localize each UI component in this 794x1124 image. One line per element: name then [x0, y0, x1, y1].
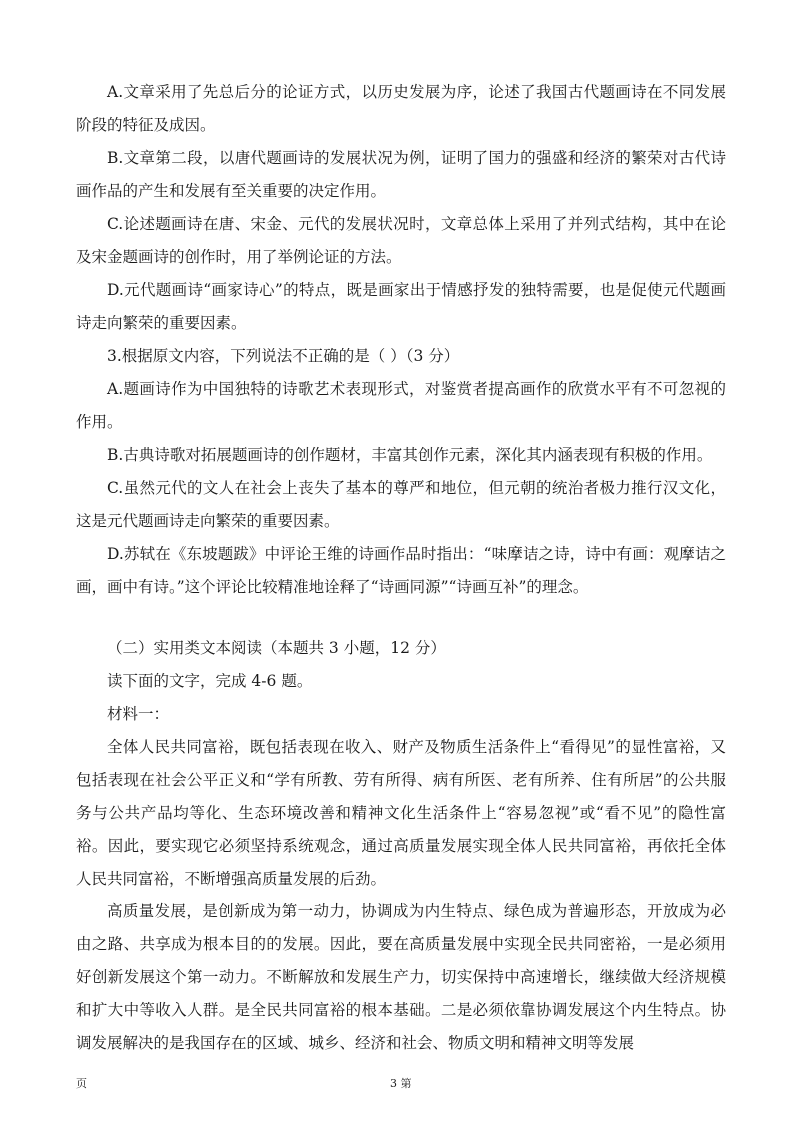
q3-stem: 3.根据原文内容，下列说法不正确的是（ ）（3 分） [107, 347, 460, 365]
section-heading: （二）实用类文本阅读（本题共 3 小题，12 分） [107, 639, 446, 657]
footer-page-label: 页 [76, 1077, 87, 1090]
q3-option-a: A.题画诗作为中国独特的诗歌艺术表现形式，对鉴赏者提高画作的欣赏水平有不可忽视的作用。 [76, 380, 726, 431]
q3-option-c: C.虽然元代的文人在社会上丧失了基本的尊严和地位，但元朝的统治者极力推行汉文化，这是元代题画诗走向繁荣的重要因素。 [76, 479, 726, 530]
q2-option-c: C.论述题画诗在唐、宋金、元代的发展状况时，文章总体上采用了并列式结构，其中在论及宋金题画诗的创作时，用了举例论证的方法。 [76, 215, 726, 266]
footer-page-number: 3 第 [390, 1077, 412, 1090]
material-paragraph-2: 高质量发展，是创新成为第一动力，协调成为内生特点、绿色成为普遍形态，开放成为必由之路、共享成为根本目的的发展。因此，要在高质量发展中实现全民共同密裕，一是必须用好创新发展这个第一动力。不断解放和发展生产力，切实保持中高速增长，继续做大经济规模和扩大中等收入人群。是全民共同富裕的根本基础。二是必须依靠协调发展这个内生特点。协调发展解决的是我国存在的区域、城乡、经济和社会、物质文明和精神文明等发展 [76, 902, 726, 1052]
q2-option-d: D.元代题画诗“画家诗心”的特点，既是画家出于情感抒发的独特需要，也是促使元代题画诗走向繁荣的重要因素。 [76, 281, 726, 332]
material-label: 材料一： [107, 705, 170, 723]
q3-option-d: D.苏轼在《东坡题跋》中评论王维的诗画作品时指出：“味摩诘之诗，诗中有画：观摩诘之画，画中有诗。”这个评论比较精准地诠释了“诗画同源”“诗画互补”的理念。 [76, 545, 726, 596]
material-paragraph-1: 全体人民共同富裕，既包括表现在收入、财产及物质生活条件上“看得见”的显性富裕，又包括表现在社会公平正义和“学有所教、劳有所得、病有所医、老有所养、住有所居”的公共服务与公共产品均等化、生态环境改善和精神文化生活条件上“容易忽视”或“看不见”的隐性富裕。因此，要实现它必须坚持系统观念，通过高质量发展实现全体人民共同富裕，再依托全体人民共同富裕，不断增强高质量发展的后劲。 [76, 738, 726, 888]
q2-option-b: B.文章第二段，以唐代题画诗的发展状况为例，证明了国力的强盛和经济的繁荣对古代诗画作品的产生和发展有至关重要的决定作用。 [76, 149, 726, 200]
section-instruction: 读下面的文字，完成 4-6 题。 [107, 672, 313, 690]
q3-option-b: B.古典诗歌对拓展题画诗的创作题材，丰富其创作元素，深化其内涵表现有积极的作用。 [107, 446, 713, 464]
q2-option-a: A.文章采用了先总后分的论证方式，以历史发展为序，论述了我国古代题画诗在不同发展阶段的特征及成因。 [76, 83, 726, 134]
